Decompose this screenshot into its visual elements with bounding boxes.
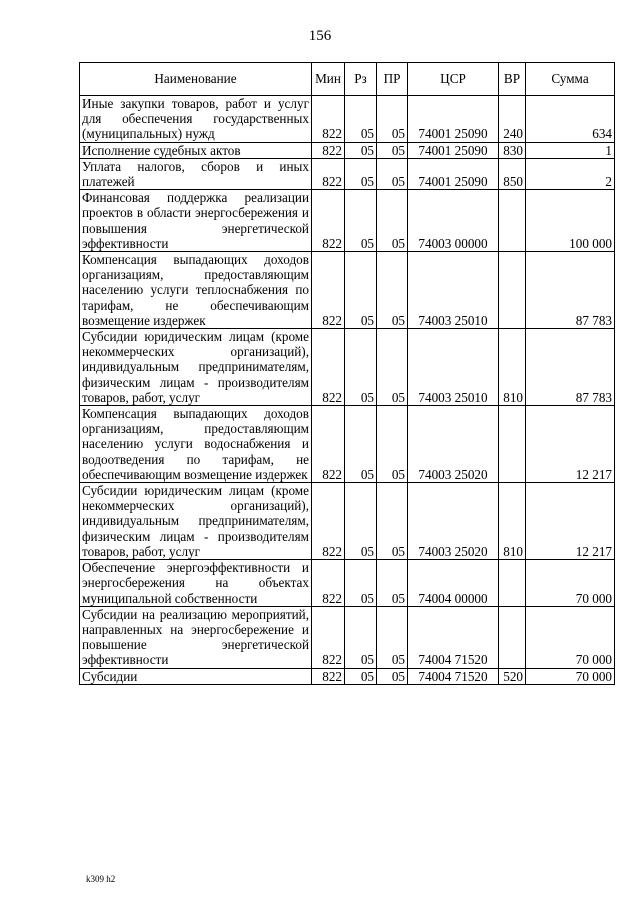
cell-csr: 74003 00000 xyxy=(408,190,499,252)
cell-sum: 2 xyxy=(526,158,615,189)
cell-pr: 05 xyxy=(377,252,408,329)
cell-rz: 05 xyxy=(345,96,377,143)
cell-name: Исполнение судебных актов xyxy=(80,142,312,158)
table-row xyxy=(80,560,615,607)
footer-code: k309 h2 xyxy=(86,874,116,884)
cell-pr: 05 xyxy=(377,406,408,483)
cell-pr: 05 xyxy=(377,96,408,143)
cell-name: Субсидии юридическим лицам (кроме некоммерческих организаций), индивидуальным предпринимателям, физическим лицам - производителям товаров, работ, услуг xyxy=(80,483,312,560)
cell-rz: 05 xyxy=(345,606,377,668)
cell-rz: 05 xyxy=(345,483,377,560)
cell-pr: 05 xyxy=(377,190,408,252)
header-pr: ПР xyxy=(377,63,408,96)
cell-vr: 520 xyxy=(499,668,526,684)
header-name: Наименование xyxy=(80,63,312,96)
cell-sum: 70 000 xyxy=(526,606,615,668)
cell-vr xyxy=(499,190,526,252)
cell-sum: 12 217 xyxy=(526,406,615,483)
cell-sum: 634 xyxy=(526,96,615,143)
cell-min: 822 xyxy=(312,190,345,252)
cell-vr xyxy=(499,252,526,329)
cell-sum: 87 783 xyxy=(526,252,615,329)
header-vr: ВР xyxy=(499,63,526,96)
table-header-row xyxy=(80,63,615,96)
cell-csr: 74004 00000 xyxy=(408,560,499,607)
table-row xyxy=(80,142,615,158)
cell-csr: 74003 25010 xyxy=(408,252,499,329)
cell-pr: 05 xyxy=(377,668,408,684)
cell-rz: 05 xyxy=(345,406,377,483)
cell-vr: 810 xyxy=(499,483,526,560)
cell-rz: 05 xyxy=(345,158,377,189)
cell-name: Компенсация выпадающих доходов организациям, предоставляющим населению услуги водоснабжения и водоотведения по тарифам, не обеспечивающим возмещение издержек xyxy=(80,406,312,483)
cell-min: 822 xyxy=(312,406,345,483)
cell-sum: 1 xyxy=(526,142,615,158)
table-row xyxy=(80,406,615,483)
table-row xyxy=(80,606,615,668)
header-rz: Рз xyxy=(345,63,377,96)
table-row xyxy=(80,668,615,684)
cell-csr: 74003 25020 xyxy=(408,406,499,483)
cell-sum: 87 783 xyxy=(526,329,615,406)
cell-pr: 05 xyxy=(377,142,408,158)
cell-vr: 830 xyxy=(499,142,526,158)
cell-rz: 05 xyxy=(345,190,377,252)
cell-pr: 05 xyxy=(377,560,408,607)
cell-sum: 12 217 xyxy=(526,483,615,560)
cell-min: 822 xyxy=(312,560,345,607)
cell-csr: 74001 25090 xyxy=(408,96,499,143)
cell-name: Иные закупки товаров, работ и услуг для обеспечения государственных (муниципальных) нужд xyxy=(80,96,312,143)
cell-csr: 74003 25020 xyxy=(408,483,499,560)
cell-name: Обеспечение энергоэффективности и энергосбережения на объектах муниципальной собственности xyxy=(80,560,312,607)
cell-name: Субсидии юридическим лицам (кроме некоммерческих организаций), индивидуальным предпринимателям, физическим лицам - производителям товаров, работ, услуг xyxy=(80,329,312,406)
cell-min: 822 xyxy=(312,329,345,406)
cell-rz: 05 xyxy=(345,560,377,607)
table-row xyxy=(80,190,615,252)
cell-name: Компенсация выпадающих доходов организациям, предоставляющим населению услуги теплоснабжения по тарифам, не обеспечивающим возмещение издержек xyxy=(80,252,312,329)
budget-table xyxy=(79,62,615,685)
cell-min: 822 xyxy=(312,158,345,189)
cell-min: 822 xyxy=(312,142,345,158)
cell-vr xyxy=(499,560,526,607)
table-row xyxy=(80,158,615,189)
cell-csr: 74004 71520 xyxy=(408,668,499,684)
cell-sum: 70 000 xyxy=(526,668,615,684)
cell-vr: 850 xyxy=(499,158,526,189)
cell-vr xyxy=(499,606,526,668)
table-row xyxy=(80,252,615,329)
cell-csr: 74004 71520 xyxy=(408,606,499,668)
cell-csr: 74001 25090 xyxy=(408,142,499,158)
cell-min: 822 xyxy=(312,252,345,329)
header-csr: ЦСР xyxy=(408,63,499,96)
header-min: Мин xyxy=(312,63,345,96)
cell-sum: 100 000 xyxy=(526,190,615,252)
cell-pr: 05 xyxy=(377,158,408,189)
table-row xyxy=(80,96,615,143)
cell-min: 822 xyxy=(312,668,345,684)
cell-name: Субсидии на реализацию мероприятий, направленных на энергосбережение и повышение энергетической эффективности xyxy=(80,606,312,668)
cell-sum: 70 000 xyxy=(526,560,615,607)
cell-min: 822 xyxy=(312,606,345,668)
cell-rz: 05 xyxy=(345,668,377,684)
cell-min: 822 xyxy=(312,96,345,143)
cell-pr: 05 xyxy=(377,483,408,560)
header-sum: Сумма xyxy=(526,63,615,96)
cell-min: 822 xyxy=(312,483,345,560)
cell-rz: 05 xyxy=(345,142,377,158)
cell-pr: 05 xyxy=(377,329,408,406)
table-row xyxy=(80,329,615,406)
cell-rz: 05 xyxy=(345,252,377,329)
cell-name: Субсидии xyxy=(80,668,312,684)
cell-csr: 74001 25090 xyxy=(408,158,499,189)
cell-csr: 74003 25010 xyxy=(408,329,499,406)
cell-vr xyxy=(499,406,526,483)
cell-vr: 810 xyxy=(499,329,526,406)
cell-name: Финансовая поддержка реализации проектов в области энергосбережения и повышения энергетической эффективности xyxy=(80,190,312,252)
cell-rz: 05 xyxy=(345,329,377,406)
table-row xyxy=(80,483,615,560)
cell-name: Уплата налогов, сборов и иных платежей xyxy=(80,158,312,189)
page-number: 156 xyxy=(308,28,332,44)
cell-pr: 05 xyxy=(377,606,408,668)
cell-vr: 240 xyxy=(499,96,526,143)
